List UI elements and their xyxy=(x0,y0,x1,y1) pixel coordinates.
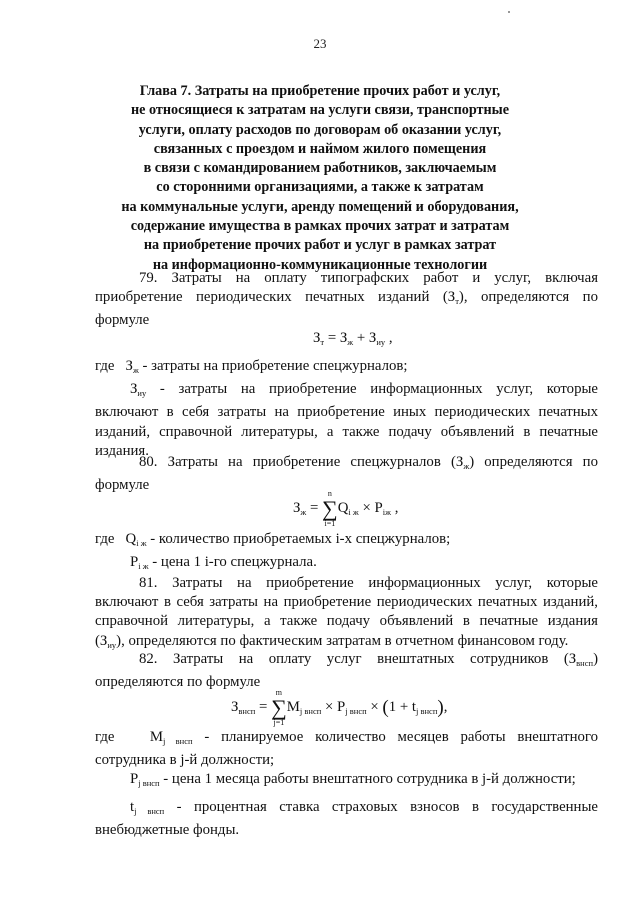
paragraph-line: изданий, справочной литературы, а также подачу объявлений в печатные xyxy=(95,423,598,440)
heading-line: Глава 7. Затраты на приобретение прочих работ и услуг, xyxy=(139,83,501,99)
paragraph-82 xyxy=(95,650,598,692)
paragraph-line: формуле xyxy=(95,312,150,329)
paragraph-line: определяются по формуле xyxy=(95,674,261,691)
definitions-82 xyxy=(95,728,598,840)
definitions-79 xyxy=(95,357,598,461)
paragraph-line: формуле xyxy=(95,477,150,494)
heading-line: в связи с командированием работников, заключаемым xyxy=(143,160,497,177)
paragraph-line: внебюджетные фонды. xyxy=(95,821,240,838)
paragraph-80 xyxy=(95,453,598,495)
page-number: 23 xyxy=(313,36,327,51)
definition-q: где $Q_{i ж}$ - количество приобретаемых i-х спецжурналов; xyxy=(95,531,451,548)
definition-t: $t_{j внсп}$ - процентная ставка страховых взносов в государственные xyxy=(130,798,598,816)
definition-m: где $M_{j внсп}$ - планируемое количество месяцев работы внештатного xyxy=(95,729,598,746)
heading-line: содержание имущества в рамках прочих затрат и затратам xyxy=(130,218,510,235)
paragraph-line: издания. xyxy=(95,442,149,459)
paragraph-line: сотрудника в j-й должности; xyxy=(95,752,275,769)
paragraph-79 xyxy=(95,269,598,331)
heading-line: на информационно-коммуникационные технологии xyxy=(152,256,488,273)
formula-82: $З_{внсп}$ = ∑ m j=1 $M_{j внсп} \times P_{j внсп} \times (1 + t_{j внсп})$, xyxy=(231,688,448,727)
heading-line: со сторонними организациями, а также к затратам xyxy=(156,179,484,196)
heading-line: связанных с проездом и наймом жилого помещения xyxy=(153,140,487,157)
heading-line: услуги, оплату расходов по договорам об оказании услуг, xyxy=(138,121,502,138)
paragraph-line: включают в себя затраты на приобретение иных периодических печатных xyxy=(95,404,598,421)
paragraph-81 xyxy=(95,574,598,655)
definition-p: $P_{i ж}$ - цена 1 i-го спецжурнала. xyxy=(130,554,317,572)
definition-iu: $З_{иу}$ - затраты на приобретение информационных услуг, которые xyxy=(130,381,598,399)
definitions-80 xyxy=(95,530,598,576)
heading-line: на приобретение прочих работ и услуг в рамках затрат xyxy=(143,237,497,254)
heading-line: не относящиеся к затратам на услуги связи, транспортные xyxy=(130,102,510,119)
paragraph-line: справочной литературы, а также подачу объявлений в печатные издания xyxy=(95,613,598,630)
paragraph-line: 79. Затраты на оплату типографских работ и услуг, включая xyxy=(139,270,598,286)
paragraph-line: 81. Затраты на приобретение информационных услуг, которые xyxy=(139,575,598,591)
scan-speck xyxy=(508,11,510,13)
paragraph-line: 82. Затраты на оплату услуг внештатных сотрудников $(З_{внсп})$ xyxy=(139,651,598,668)
paragraph-line: включают в себя затраты на приобретение периодических печатных изданий, xyxy=(95,594,598,611)
definition-p: $P_{j внсп}$ - цена 1 месяца работы внештатного сотрудника в j-й должности; xyxy=(130,771,576,789)
paragraph-line: приобретение периодических печатных изданий $(З_т)$, определяются по xyxy=(95,289,598,307)
formula-80: $З_ж$ = ∑ n i=1 $Q_{i ж} \times P_{iж}$ , xyxy=(293,489,399,528)
formula-79: $З_т = З_ж + З_{иу}$ , xyxy=(313,330,393,347)
chapter-heading xyxy=(80,82,560,275)
sum-sign: ∑ m j=1 xyxy=(271,688,287,727)
definition-zh: где $З_ж$ - затраты на приобретение спецжурналов; xyxy=(95,358,408,375)
paragraph-line: 80. Затраты на приобретение спецжурналов $(З_ж)$ определяются по xyxy=(139,454,599,471)
paragraph-line: $(З_{иу})$, определяются по фактическим затратам в отчетном финансовом году. xyxy=(95,632,569,650)
sum-sign: ∑ n i=1 xyxy=(322,489,338,528)
heading-line: на коммунальные услуги, аренду помещений и оборудования, xyxy=(121,198,519,215)
